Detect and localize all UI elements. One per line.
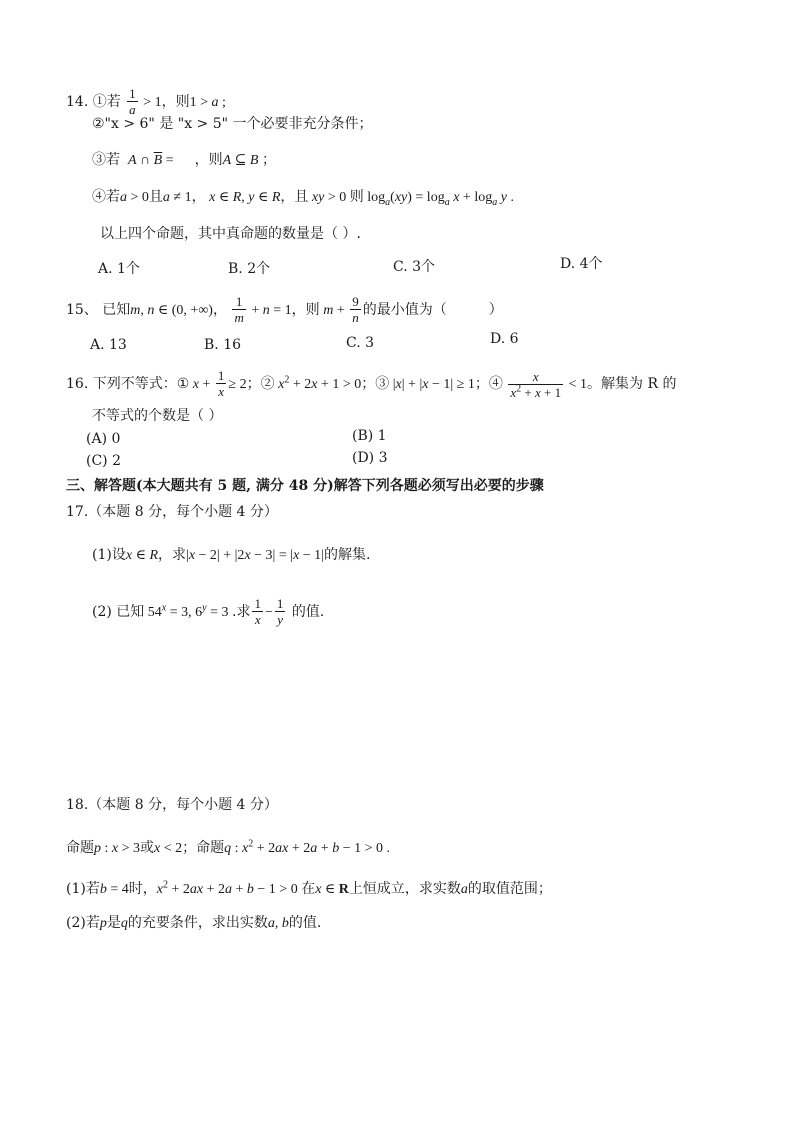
fraction-1-over-m: $\frac{1}{m}$ — [234, 294, 244, 325]
q14-number: 14. — [66, 94, 89, 110]
q16-stem: 16. 下列不等式：① x + $\frac{1}{x}$ ≥ 2；② $x^2 + 2x + 1 > 0$；③ |x| + |x − 1| ≥ 1；④ $\frac{x}{x^2 + x + 1}$ < 1。解集为 R 的 — [66, 368, 677, 400]
section3-heading: 三、解答题(本大题共有 5 题, 满分 48 分)解答下列各题必须写出必要的步骤 — [66, 478, 544, 494]
fraction-1-over-y-q17: $\frac{1}{y}$ — [276, 596, 284, 627]
q14-question: 以上四个命题，其中真命题的数量是（ ）. — [100, 226, 361, 242]
q15-option-a[interactable]: A. 13 — [90, 337, 127, 353]
q14-statement-2: ②"x > 6" 是 "x > 5" 一个必要非充分条件； — [92, 116, 373, 132]
q15-option-c[interactable]: C. 3 — [346, 335, 375, 351]
q15-option-b[interactable]: B. 16 — [204, 337, 242, 353]
q15-option-d[interactable]: D. 6 — [490, 331, 519, 347]
q14-option-a[interactable]: A. 1个 — [98, 261, 140, 277]
fraction-x-over-quadratic: $\frac{x}{x^2 + x + 1}$ — [510, 368, 562, 400]
q15-stem: 15、 已知m, n ∈ (0, +∞)， $\frac{1}{m}$ + n = 1，则 m + $\frac{9}{n}$ 的最小值为（ ） — [66, 294, 503, 325]
q14-statement-4: ④若a > 0且a ≠ 1， x ∈ R, y ∈ R，且 xy > 0 则 $\log_a(xy) = \log_a x + \log_a y$ . — [92, 189, 514, 208]
q16-option-c[interactable]: (C) 2 — [86, 453, 121, 469]
q15-number: 15、 — [66, 302, 98, 318]
q17-part2: (2) 已知 $54^x = 3$, $6^y = 3$ .求 $\frac{1}{x}$ − $\frac{1}{y}$ 的值. — [92, 596, 325, 627]
fraction-1-over-a: $\frac{1}{a}$ — [129, 86, 136, 117]
q18-header: 18.（本题 8 分，每个小题 4 分） — [66, 797, 278, 813]
q14-option-d[interactable]: D. 4个 — [560, 256, 603, 272]
q14-s1-prefix: ①若 — [92, 94, 121, 110]
fraction-1-over-x-q17: $\frac{1}{x}$ — [254, 596, 261, 627]
q14-option-c[interactable]: C. 3个 — [393, 259, 436, 275]
q16-option-b[interactable]: (B) 1 — [352, 428, 387, 444]
q16-line2: 不等式的个数是（ ） — [92, 408, 223, 424]
q16-option-d[interactable]: (D) 3 — [352, 450, 388, 466]
q14-statement-1: 14. ①若 $\frac{1}{a}$ > 1，则1 > a ; — [66, 86, 226, 117]
q14-statement-3: ③若 A ∩ $\overline{B}$ = ，则A ⊆ B ； — [92, 152, 276, 168]
q17-part1: (1)设x ∈ R，求|x − 2| + |2x − 3| = |x − 1|的解集. — [92, 547, 371, 563]
fraction-9-over-n: $\frac{9}{n}$ — [352, 294, 359, 325]
q17-header: 17.（本题 8 分，每个小题 4 分） — [66, 504, 278, 520]
q14-option-b[interactable]: B. 2个 — [228, 261, 271, 277]
q18-part1: (1)若b = 4时，$x^2 + 2ax + 2a + b - 1 > 0$ 在x ∈ R上恒成立，求实数a的取值范围； — [66, 879, 552, 897]
q16-number: 16. — [66, 376, 89, 392]
q18-part2: (2)若p是q的充要条件，求出实数a, b的值. — [66, 915, 322, 931]
q16-option-a[interactable]: (A) 0 — [86, 431, 121, 447]
fraction-1-over-x: $\frac{1}{x}$ — [217, 368, 225, 399]
q18-propositions: 命题p : x > 3或x < 2；命题q : $x^2 + 2ax + 2a + b - 1 > 0$ . — [66, 838, 390, 856]
